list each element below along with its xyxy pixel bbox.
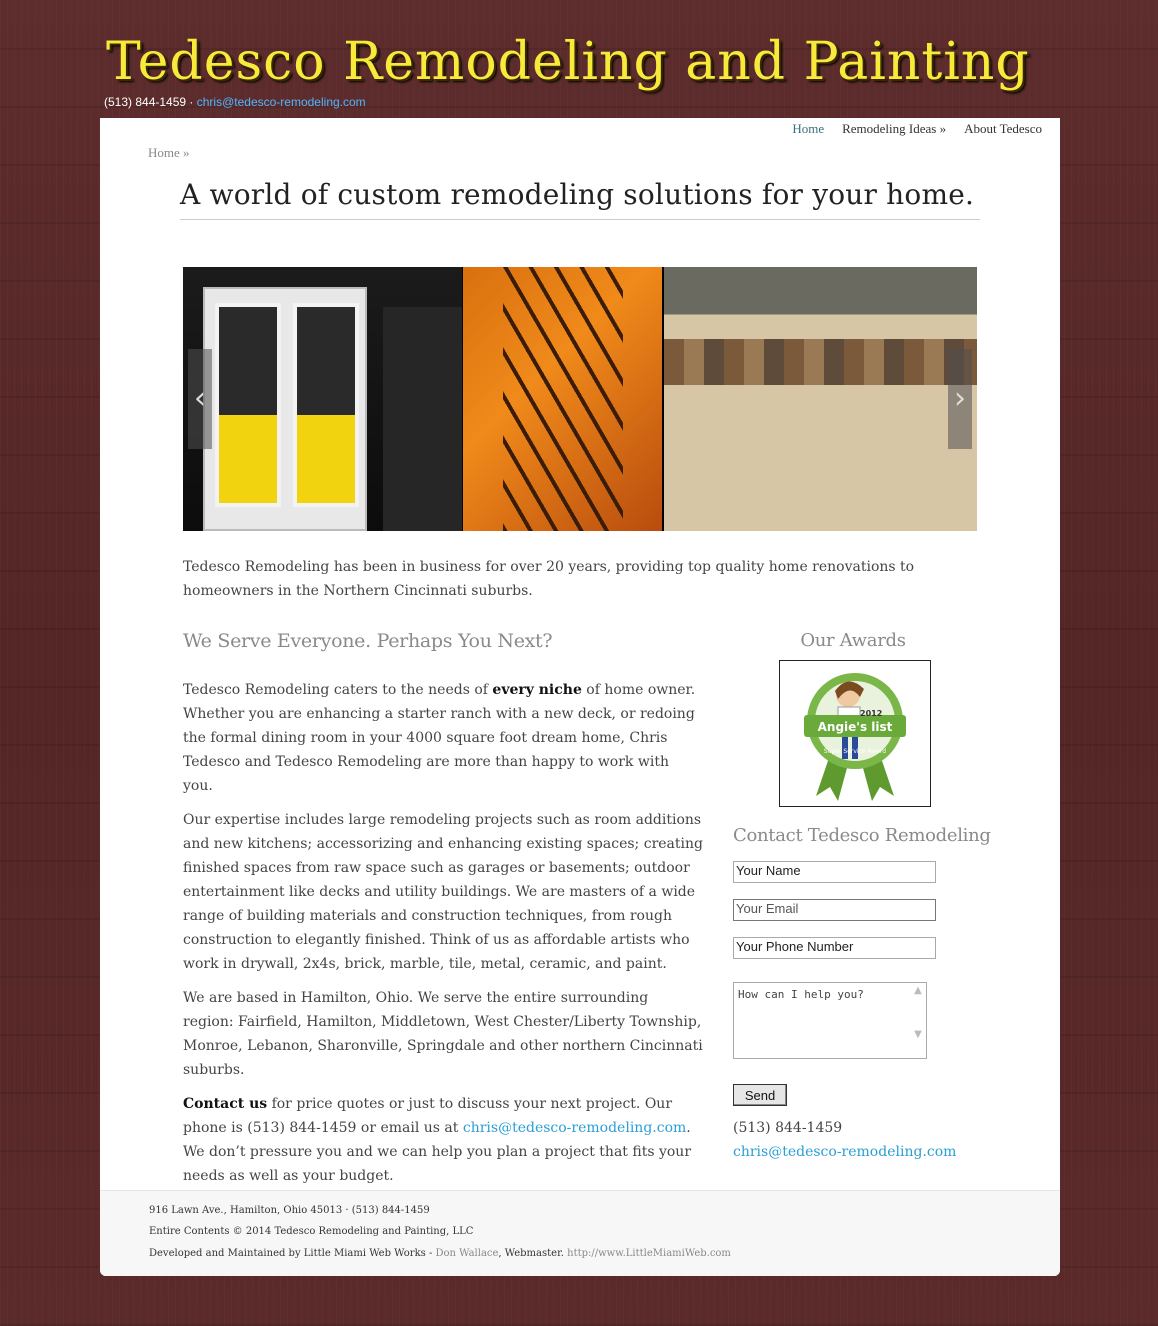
- main-heading: We Serve Everyone. Perhaps You Next?: [183, 630, 553, 652]
- stair-railing: [503, 267, 623, 531]
- footer-copyright: Entire Contents © 2014 Tedesco Remodeling and Painting, LLC: [149, 1226, 474, 1237]
- textarea-scrollbar[interactable]: ▲ ▼: [914, 985, 922, 1040]
- header-phone: (513) 844-1459: [104, 95, 187, 109]
- footer-credits: Developed and Maintained by Little Miami Web Works - Don Wallace, Webmaster. http://www.LittleMiamiWeb.com: [149, 1248, 731, 1259]
- paragraph-region: We are based in Hamilton, Ohio. We serve the entire surrounding region: Fairfield, Hamilton, Middletown, West Chester/Liberty Township, Monroe, Lebanon, Sharonville, Springdale and other northern Cincinnati suburbs.: [183, 990, 703, 1078]
- webmaster-link[interactable]: Don Wallace: [435, 1248, 499, 1259]
- content-card: [100, 118, 1060, 1276]
- paragraph-niche: Tedesco Remodeling caters to the needs of every niche of home owner. Whether you are enhancing a starter ranch with a new deck, or redoing the formal dining room in your 4000 square foot dream home, Chris Tedesco and Tedesco Remodeling are more than happy to work with you.: [183, 682, 696, 794]
- slide-staircase: [463, 267, 662, 531]
- slide-french-doors: [183, 267, 462, 531]
- page-title: A world of custom remodeling solutions for your home.: [180, 178, 980, 220]
- site-title[interactable]: Tedesco Remodeling and Painting: [106, 32, 1030, 92]
- message-textarea[interactable]: [733, 982, 927, 1059]
- nav-remodeling-ideas[interactable]: Remodeling Ideas »: [842, 121, 947, 136]
- paragraph-contact: Contact us for price quotes or just to discuss your next project. Our phone is (513) 844-1459 or email us at chris@tedesco-remodeling.com. We don’t pressure you and we can help you plan a project that fits your needs as well as your budget.: [183, 1096, 692, 1184]
- contact-us-link[interactable]: Contact us: [183, 1096, 268, 1112]
- intro-text: Tedesco Remodeling has been in business for over 20 years, providing top quality home renovations to homeowners in the Northern Cincinnati suburbs.: [183, 559, 915, 599]
- awards-title: Our Awards: [800, 630, 906, 651]
- sidebar-phone: (513) 844-1459: [733, 1120, 843, 1136]
- door-pane-left: [215, 303, 281, 507]
- contact-email-link[interactable]: chris@tedesco-remodeling.com: [462, 1120, 687, 1136]
- badge-ribbon: Super Service Award: [823, 748, 887, 755]
- webworks-url-link[interactable]: http://www.LittleMiamiWeb.com: [567, 1248, 731, 1259]
- name-field[interactable]: Your Name: [733, 861, 936, 883]
- door-shape: [203, 287, 367, 531]
- image-slider[interactable]: [183, 267, 977, 531]
- slider-next-icon[interactable]: ›: [948, 349, 972, 449]
- sidebar: [733, 630, 991, 1160]
- header-email-link[interactable]: chris@tedesco-remodeling.com: [196, 95, 366, 109]
- nav-home[interactable]: Home: [792, 121, 825, 136]
- header-separator: ·: [189, 95, 194, 109]
- sidebar-email-link[interactable]: chris@tedesco-remodeling.com: [733, 1144, 957, 1160]
- paragraph-expertise: Our expertise includes large remodeling projects such as room additions and new kitchens; accessorizing and enhancing existing spaces; creating finished spaces from raw space such as garages or basements; outdoor entertainment like decks and utility buildings. We are masters of a wide range of building materials and construction techniques, from rough construction to elegantly finished. Think of us as affordable artists who work in drywall, 2x4s, brick, marble, tile, metal, ceramic, and paint.: [183, 812, 703, 972]
- nav-about[interactable]: About Tedesco: [964, 121, 1042, 136]
- slide-tile-shower: [664, 267, 977, 531]
- slider-prev-icon[interactable]: ‹: [188, 349, 212, 449]
- footer-address: 916 Lawn Ave., Hamilton, Ohio 45013 · (513) 844-1459: [149, 1205, 430, 1216]
- send-button[interactable]: Send: [733, 1084, 787, 1106]
- badge-brand: Angie's list: [817, 720, 893, 734]
- angies-list-badge[interactable]: [779, 660, 931, 807]
- brick-wall: [383, 307, 462, 531]
- bold-every-niche: every niche: [492, 682, 582, 698]
- footer: [100, 1190, 1060, 1276]
- contact-title: Contact Tedesco Remodeling: [733, 825, 991, 846]
- phone-field[interactable]: Your Phone Number: [733, 937, 936, 959]
- tile-band: [664, 339, 977, 385]
- badge-year: 2012: [860, 709, 883, 718]
- door-pane-right: [293, 303, 359, 507]
- main-column: [183, 630, 703, 1198]
- message-placeholder: How can I help you?: [738, 988, 864, 1001]
- header-contact: [104, 95, 366, 109]
- breadcrumb[interactable]: Home »: [148, 145, 190, 160]
- main-nav: [792, 121, 1042, 137]
- badge-icon: [780, 661, 930, 806]
- email-field[interactable]: Your Email: [733, 899, 936, 921]
